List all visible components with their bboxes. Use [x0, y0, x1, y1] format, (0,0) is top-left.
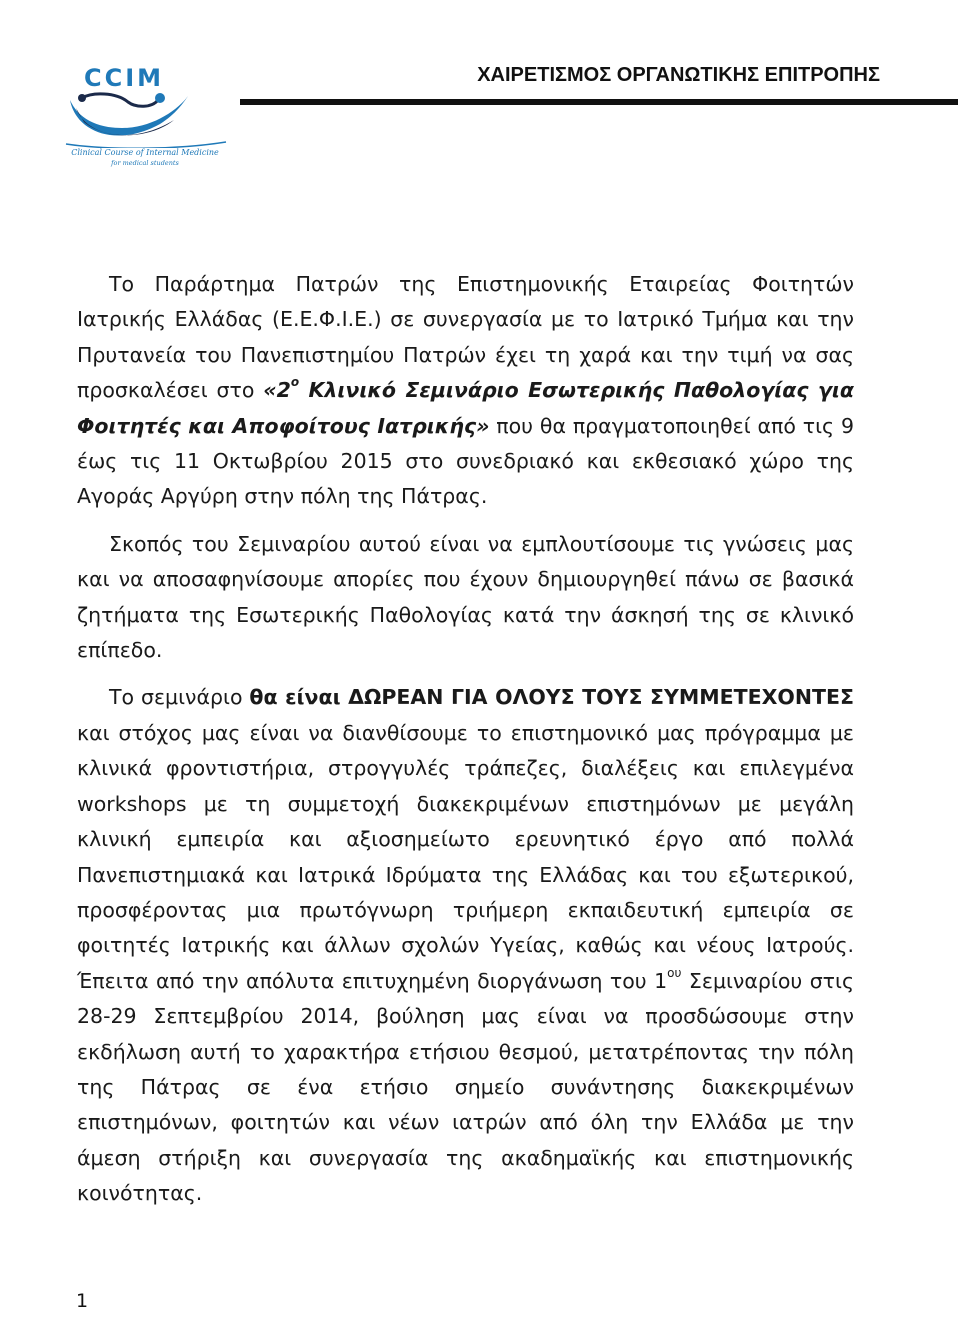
paragraph-invitation: [77, 267, 854, 515]
header-divider: [240, 99, 958, 105]
text-run: Το Παράρτημα Πατρών της Επιστημονικής Εταιρείας Φοιτητών Ιατρικής Ελλάδας (Ε.Ε.Φ.Ι.Ε.) σε συνεργασία με το Ιατρικό Τμήμα και την Πρυτανεία του Πανεπιστημίου Πατρών έχει τη χαρά και την τιμή να σας προσκαλέσει στο: [77, 272, 854, 403]
seminar-title-start: «2: [263, 378, 291, 403]
paragraph-purpose: Σκοπός του Σεμιναρίου αυτού είναι να εμπλουτίσουμε τις γνώσεις μας και να αποσαφηνίσουμε απορίες που έχουν δημιουργηθεί πάνω σε βασικά ζητήματα της Εσωτερικής Παθολογίας κατά την άσκησή της σε κλινικό επίπεδο.: [77, 531, 854, 663]
page-number: 1: [76, 1290, 89, 1312]
logo-tagline-sub: for medical students: [111, 159, 179, 167]
logo-tagline: Clinical Course of Internal Medicine: [71, 148, 219, 157]
paragraph-program: [77, 680, 854, 1211]
text-run: και στόχος μας είναι να διανθίσουμε το επιστημονικό μας πρόγραμμα με κλινικά φροντιστήρια, στρογγυλές τράπεζες, διαλέξεις και επιλεγμένα workshops με τη συμμετοχή διακεκριμένων επιστημόνων με μεγάλη κλινική εμπειρία και αξιοσημείωτο ερευνητικό έργο από πολλά Πανεπιστημιακά και Ιατρικά Ιδρύματα της Ελλάδας και του εξωτερικού, προσφέροντας μια πρωτόγνωρη τριήμερη εκπαιδευτική εμπειρία σε φοιτητές Ιατρικής και άλλων σχολών Υγείας, καθώς και νέους Ιατρούς. Έπειτα από την απόλυτα επιτυχημένη διοργάνωση του 1: [77, 720, 854, 993]
free-participation-notice: θα είναι ΔΩΡΕΑΝ ΓΙΑ ΟΛΟΥΣ ΤΟΥΣ ΣΥΜΜΕΤΕΧΟΝΤΕΣ: [249, 685, 855, 710]
ordinal-suffix: ου: [667, 965, 682, 980]
text-run: Σεμιναρίου στις 28-29 Σεπτεμβρίου 2014, βούληση μας είναι να προσδώσουμε στην εκδήλωση αυτή το χαρακτήρα ετήσιου θεσμού, μετατρέποντας την πόλη της Πάτρας σε ένα ετήσιο σημείο συνάντησης διακεκριμένων επιστημόνων, φοιτητών και νέων ιατρών από όλη την Ελλάδα με την άμεση στήριξη και συνεργασία της ακαδημαϊκής και επιστημονικής κοινότητας.: [77, 968, 854, 1206]
seminar-title-rest: Κλινικό Σεμινάριο Εσωτερικής Παθολογίας για Φοιτητές και Αποφοίτους Ιατρικής»: [77, 378, 854, 438]
document-body: [77, 267, 854, 1224]
text-run: που θα πραγματοποιηθεί από τις 9 έως τις 11 Οκτωβρίου 2015 στο συνεδριακό και εκθεσιακό χώρο της Αγοράς Αργύρη στην πόλη της Πάτρας.: [77, 413, 854, 509]
ordinal-suffix: ο: [290, 375, 300, 390]
ccim-logo: [56, 62, 234, 172]
text-run: Το σεμινάριο: [109, 685, 250, 710]
page-title: ΧΑΙΡΕΤΙΣΜΟΣ ΟΡΓΑΝΩΤΙΚΗΣ ΕΠΙΤΡΟΠΗΣ: [477, 64, 880, 86]
logo-brand: CCIM: [84, 64, 165, 92]
